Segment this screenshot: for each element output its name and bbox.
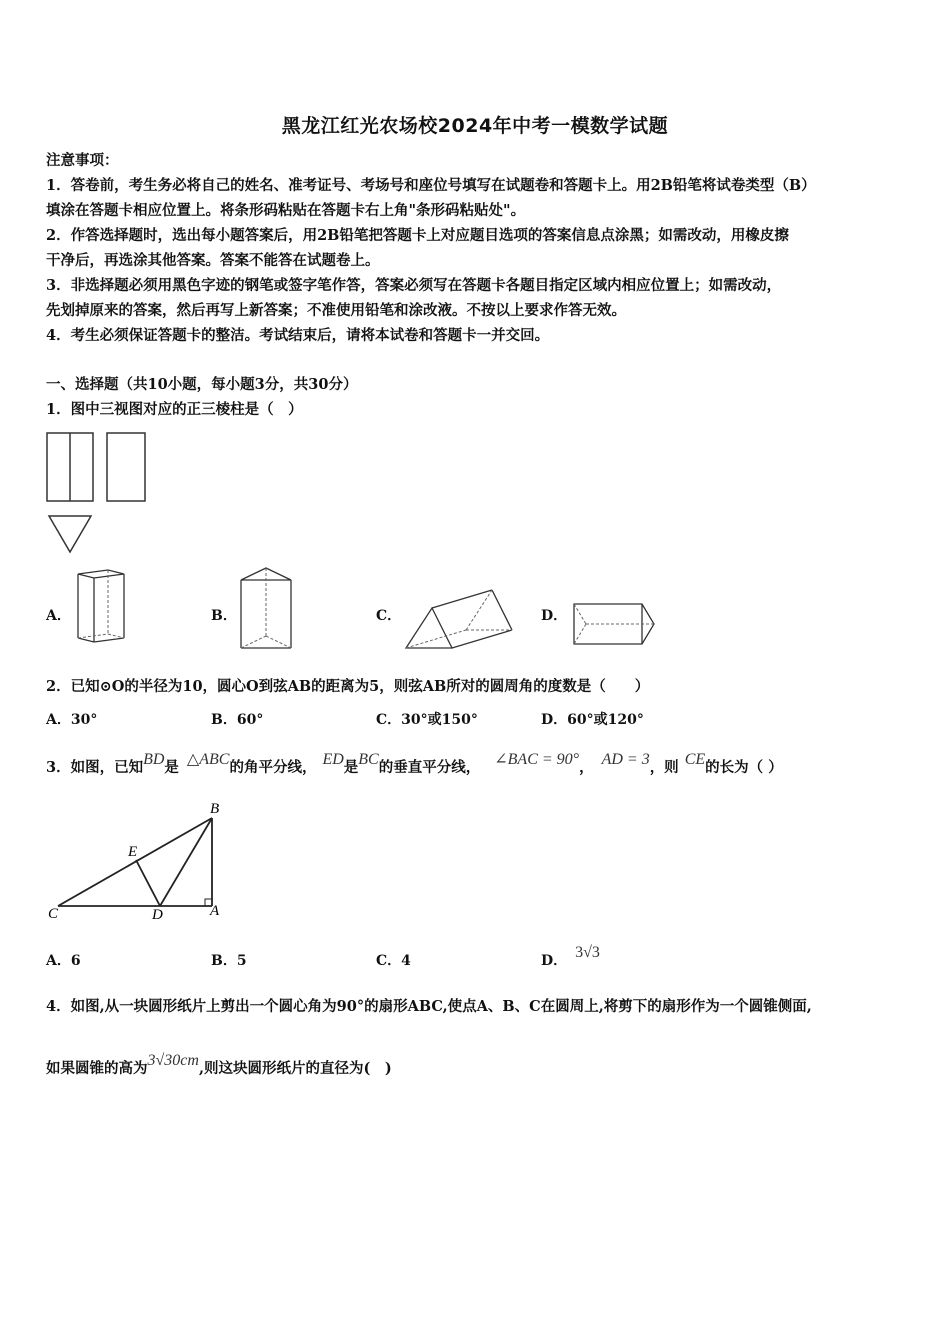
q1-option-b-figure [236, 566, 296, 652]
q3-option-b: B．5 [211, 953, 247, 969]
q3-text: 的角平分线， [229, 759, 317, 776]
q1-option-c-figure [402, 586, 518, 652]
notice-line: 3．非选择题必须用黑色字迹的钢笔或签字笔作答，答案必须写在答题卡各题目指定区域内相应位置上；如需改动， [46, 277, 782, 294]
notice-line: 先划掉原来的答案，然后再写上新答案；不准使用铅笔和涂改液。不按以上要求作答无效。 [46, 302, 626, 319]
q3-text: 的长为（ ） [705, 759, 783, 776]
q3-option-c: C．4 [376, 953, 411, 969]
notice-line: 1．答卷前，考生务必将自己的姓名、准考证号、考场号和座位号填写在试题卷和答题卡上。用2B铅笔将试卷类型（B） [46, 177, 816, 194]
page-title: 黑龙江红光农场校2024年中考一模数学试题 [281, 115, 669, 137]
q3-math-ed: ED [322, 751, 344, 768]
q4-text: ,则这块圆形纸片的直径为( ) [198, 1060, 392, 1077]
label-d: D [152, 907, 163, 923]
q1-option-a-figure [72, 566, 132, 650]
q4-math-height: 3√30cm [147, 1052, 199, 1069]
q3-math-bd: BD [143, 751, 165, 768]
notice-line: 2．作答选择题时，选出每小题答案后，用2B铅笔把答题卡上对应题目选项的答案信息点涂黑；如需改动，用橡皮擦 [46, 227, 789, 244]
notice-line: 4．考生必须保证答题卡的整洁。考试结束后，请将本试卷和答题卡一并交回。 [46, 327, 550, 344]
q3-option-a: A．6 [46, 953, 81, 969]
side-view [107, 433, 145, 501]
question-3-stem [46, 751, 783, 778]
question-1-stem: 1．图中三视图对应的正三棱柱是（ ） [46, 401, 303, 418]
q3-text: 是 [164, 759, 179, 776]
q2-option-a: A．30° [46, 712, 98, 728]
notice-line: 干净后，再选涂其他答案。答案不能答在试题卷上。 [46, 252, 380, 269]
q2-option-d: D．60°或120° [541, 712, 644, 728]
label-e: E [128, 844, 138, 860]
q3-text: 是 [343, 759, 359, 776]
label-c: C [48, 906, 59, 922]
top-view [49, 516, 91, 552]
q3-math-ad: AD = 3 [601, 751, 650, 768]
q1-option-c-label: C． [376, 608, 402, 624]
q3-text: 的垂直平分线， [378, 759, 481, 776]
q1-option-d-label: D． [541, 608, 568, 624]
q3-text: ，则 [649, 759, 679, 776]
q3-option-d-label: D． [541, 953, 568, 969]
q2-option-c: C．30°或150° [376, 712, 478, 728]
notice-line: 填涂在答题卡相应位置上。将条形码粘贴在答题卡右上角"条形码粘贴处"。 [46, 202, 526, 219]
segment-ed [136, 860, 160, 906]
segment-cb [58, 818, 212, 906]
q4-text: 如果圆锥的高为 [46, 1060, 148, 1077]
question-2-stem: 2．已知⊙O的半径为10，圆心O到弦AB的距离为5，则弦AB所对的圆周角的度数是（ ） [46, 678, 650, 695]
section-heading: 一、选择题（共10小题，每小题3分，共30分） [46, 376, 358, 393]
notice-heading: 注意事项： [46, 152, 119, 169]
q3-text: ， [579, 759, 594, 776]
q2-option-b: B．60° [211, 712, 264, 728]
label-b: B [210, 801, 220, 817]
triangle-figure [44, 798, 239, 926]
q3-math-triangle: △ABC [186, 751, 230, 768]
q1-option-d-figure [570, 598, 660, 652]
q3-math-bc: BC [358, 751, 379, 768]
q1-option-b-label: B． [211, 608, 237, 624]
q1-option-a-label: A． [46, 608, 71, 624]
q3-option-d-math: 3√3 [575, 944, 600, 961]
question-4-line-1: 4．如图,从一块圆形纸片上剪出一个圆心角为90°的扇形ABC,使点A、B、C在圆周上,将剪下的扇形作为一个圆锥侧面, [46, 998, 812, 1015]
q3-math-ce: CE [684, 751, 706, 768]
label-a: A [210, 903, 220, 919]
q3-text: 3．如图，已知 [46, 759, 144, 776]
question-4-line-2 [46, 1052, 392, 1079]
segment-bd [160, 818, 212, 906]
three-view-figure [44, 430, 154, 556]
q3-option-d [541, 944, 600, 971]
q3-math-angle: ∠BAC = 90° [494, 751, 580, 768]
